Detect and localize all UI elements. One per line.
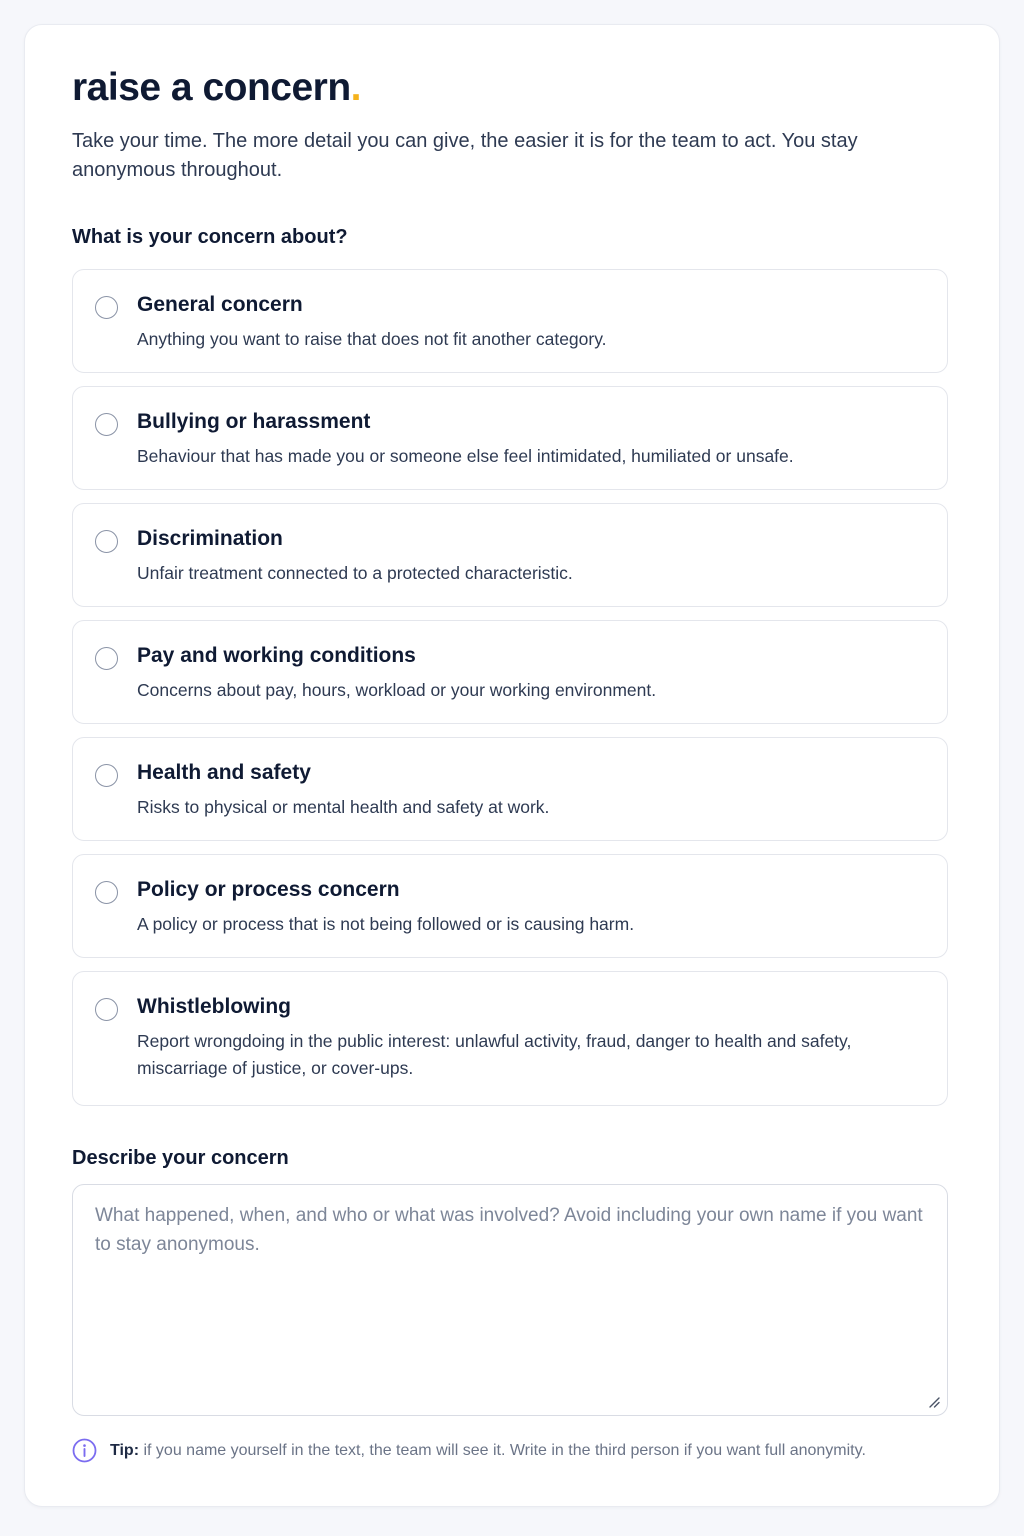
form-content (72, 65, 948, 1464)
info-icon (72, 1438, 97, 1463)
option-general-concern[interactable] (72, 269, 948, 373)
option-description: A policy or process that is not being followed or is causing harm. (137, 914, 635, 934)
page-title-text: raise a concern (72, 66, 351, 109)
radio-policy-process[interactable] (95, 881, 118, 904)
option-description: Report wrongdoing in the public interest: unlawful activity, fraud, danger to health and safety, miscarriage of justice, or cover-ups. (137, 1031, 852, 1078)
concern-type-label: What is your concern about? (72, 226, 348, 248)
option-description: Risks to physical or mental health and safety at work. (137, 797, 550, 817)
radio-general-concern[interactable] (95, 296, 118, 319)
intro-text: Take your time. The more detail you can give, the easier it is for the team to act. You stay anonymous throughout. (72, 130, 858, 181)
option-policy-process[interactable] (72, 854, 948, 958)
option-bullying-harassment[interactable] (72, 386, 948, 490)
option-title: Health and safety (137, 761, 311, 784)
title-accent-dot: . (350, 66, 362, 109)
describe-concern-field-wrap (72, 1184, 948, 1416)
option-description: Concerns about pay, hours, workload or your working environment. (137, 680, 657, 700)
option-pay-working-conditions[interactable] (72, 620, 948, 724)
option-description: Anything you want to raise that does not fit another category. (137, 329, 607, 349)
radio-whistleblowing[interactable] (95, 998, 118, 1021)
option-description: Behaviour that has made you or someone else feel intimidated, humiliated or unsafe. (137, 446, 794, 466)
page-title (72, 65, 948, 111)
describe-concern-textarea[interactable] (72, 1184, 948, 1416)
tip-label: Tip: (110, 1442, 140, 1459)
concern-type-options (72, 269, 948, 1106)
radio-discrimination[interactable] (95, 530, 118, 553)
anonymity-tip (72, 1438, 948, 1464)
describe-concern-label: Describe your concern (72, 1147, 289, 1169)
option-whistleblowing[interactable] (72, 971, 948, 1106)
radio-health-safety[interactable] (95, 764, 118, 787)
option-health-safety[interactable] (72, 737, 948, 841)
radio-pay-working-conditions[interactable] (95, 647, 118, 670)
option-title: Bullying or harassment (137, 410, 371, 433)
option-title: General concern (137, 293, 303, 316)
concern-form-card (24, 24, 1000, 1507)
option-title: Policy or process concern (137, 878, 400, 901)
resize-handle-icon[interactable] (928, 1396, 940, 1408)
option-title: Pay and working conditions (137, 644, 416, 667)
option-discrimination[interactable] (72, 503, 948, 607)
option-title: Discrimination (137, 527, 283, 550)
option-title: Whistleblowing (137, 995, 291, 1018)
tip-text: if you name yourself in the text, the team will see it. Write in the third person if you want full anonymity. (139, 1442, 866, 1459)
radio-bullying-harassment[interactable] (95, 413, 118, 436)
option-description: Unfair treatment connected to a protected characteristic. (137, 563, 573, 583)
